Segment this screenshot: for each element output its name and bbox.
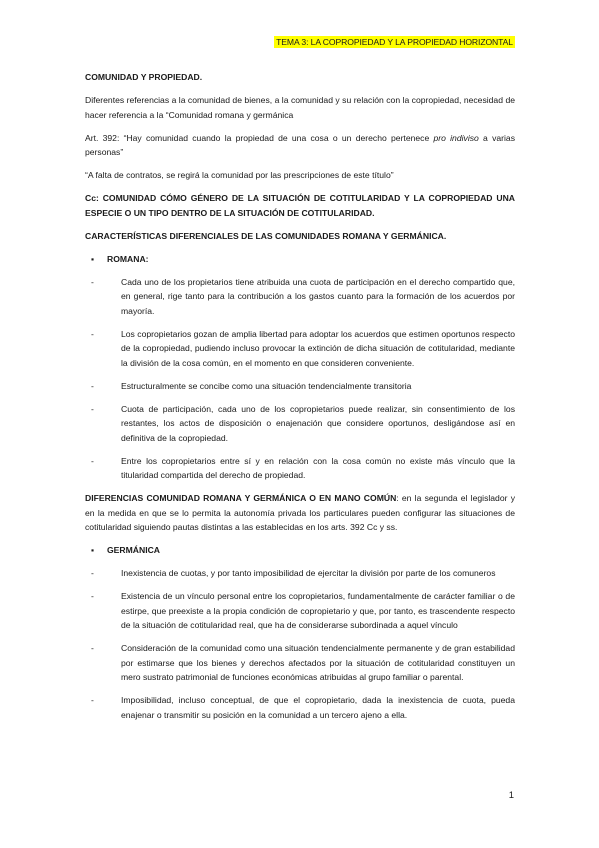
diferencias-text: : en la segunda el legislador y en la medida en que se lo permita la autonomía privada los particulares pueden configurar las situaciones de cotitularidad siguiendo pautas distintas a las establecidas en los arts. 392 Cc y ss. (85, 493, 515, 532)
list-item (85, 566, 515, 581)
dash-marker: - (91, 380, 94, 391)
art-392-text-end: a varias personas” (85, 132, 516, 157)
header-title: TEMA 3: LA COPROPIEDAD Y LA PROPIEDAD HORIZONTAL (276, 37, 513, 47)
section-heading-caracteristicas: CARACTERÍSTICAS DIFERENCIALES DE LAS COMUNIDADES ROMANA Y GERMÁNICA. (85, 230, 447, 241)
dash-marker: - (91, 695, 94, 705)
list-item (85, 275, 515, 319)
list-item (85, 589, 515, 633)
bullet-label-germanica: GERMÁNICA (107, 545, 160, 555)
dash-marker: - (91, 568, 94, 578)
paragraph-art-392 (85, 131, 515, 160)
paragraph-diferencias (85, 491, 515, 535)
bullet-romana (85, 252, 515, 267)
list-item (85, 693, 515, 722)
list-item-text: Consideración de la comunidad como una situación tendencialmente permanente y de gran estabilidad por estimarse que los bienes y derechos afectados por la situación de cotitularidad constituyen un mero sustrato patrimonial de funciones económicas atribuidas al grupo familiar o parental. (121, 643, 515, 682)
paragraph-quote: “A falta de contratos, se regirá la comunidad por las prescripciones de este título” (85, 170, 394, 180)
diferencias-bold: DIFERENCIAS COMUNIDAD ROMANA Y GERMÁNICA O EN MANO COMÚN (85, 493, 397, 503)
list-item-text: Los copropietarios gozan de amplia libertad para adoptar los acuerdos que estimen oportunos respecto de la copropiedad, pudiendo incluso provocar la extinción de dicha situación de cotitularidad, mediante la división de la cosa común, en el momento en que consideren conveniente. (121, 328, 515, 368)
document-body (85, 70, 515, 731)
list-item (85, 454, 515, 483)
dash-marker: - (91, 328, 94, 339)
list-item (85, 402, 515, 446)
list-item (85, 379, 515, 394)
section-heading-cotitularidad: Cc: COMUNIDAD CÓMO GÉNERO DE LA SITUACIÓN DE COTITULARIDAD Y LA COPROPIEDAD UNA ESPECIE O UN TIPO DENTRO DE LA SITUACIÓN DE COTITULARIDAD. (85, 193, 515, 218)
dash-marker: - (91, 643, 94, 653)
dash-marker: - (91, 276, 94, 287)
section-heading-comunidad: COMUNIDAD Y PROPIEDAD. (85, 72, 203, 82)
bullet-marker: ▪ (91, 545, 95, 555)
list-germanica (85, 566, 515, 722)
bullet-marker: ▪ (91, 253, 95, 264)
list-item-text: Existencia de un vínculo personal entre los copropietarios, fundamentalmente de carácter familiar o de estirpe, que preexiste a la propia condición de copropietario y que, por tanto, es trascendente respecto de la situación de cotitularidad real, que ha de considerarse subordinada a aquel vínculo (121, 591, 515, 630)
list-romana (85, 275, 515, 483)
page-number: 1 (508, 790, 514, 801)
art-392-text-start: Art. 392: “Hay comunidad cuando la propiedad de una cosa o un derecho pertenece (85, 132, 434, 143)
list-item-text: Entre los copropietarios entre sí y en relación con la cosa común no existe más vínculo que la titularidad compartida del derecho de propiedad. (121, 455, 515, 480)
list-item (85, 641, 515, 685)
bullet-label-romana: ROMANA: (107, 253, 149, 264)
list-item-text: Imposibilidad, incluso conceptual, de que el copropietario, dada la inexistencia de cuota, pueda enajenar o transmitir su posición en la comunidad a un tercero ajeno a ella. (121, 695, 515, 720)
list-item-text: Inexistencia de cuotas, y por tanto imposibilidad de ejercitar la división por parte de los comuneros (121, 568, 496, 578)
bullet-germanica (85, 543, 515, 558)
list-item-text: Cada uno de los propietarios tiene atribuida una cuota de participación en el derecho compartido que, en general, rige tanto para la contribución a los gastos cuanto para la formación de los acuerdos por mayoría. (121, 276, 515, 316)
paragraph-intro: Diferentes referencias a la comunidad de bienes, a la comunidad y su relación con la copropiedad, necesidad de hacer referencia a la “Comunidad romana y germánica (85, 95, 515, 120)
list-item-text: Estructuralmente se concibe como una situación tendencialmente transitoria (121, 380, 412, 391)
dash-marker: - (91, 591, 94, 601)
list-item (85, 327, 515, 371)
art-392-italic: pro indiviso (433, 132, 479, 143)
dash-marker: - (91, 455, 94, 466)
dash-marker: - (91, 403, 94, 414)
list-item-text: Cuota de participación, cada uno de los copropietarios puede realizar, sin consentimiento de los restantes, los actos de disposición o enajenación que considere oportunos, desligándose así en definitiva de la copropiedad. (121, 403, 515, 443)
